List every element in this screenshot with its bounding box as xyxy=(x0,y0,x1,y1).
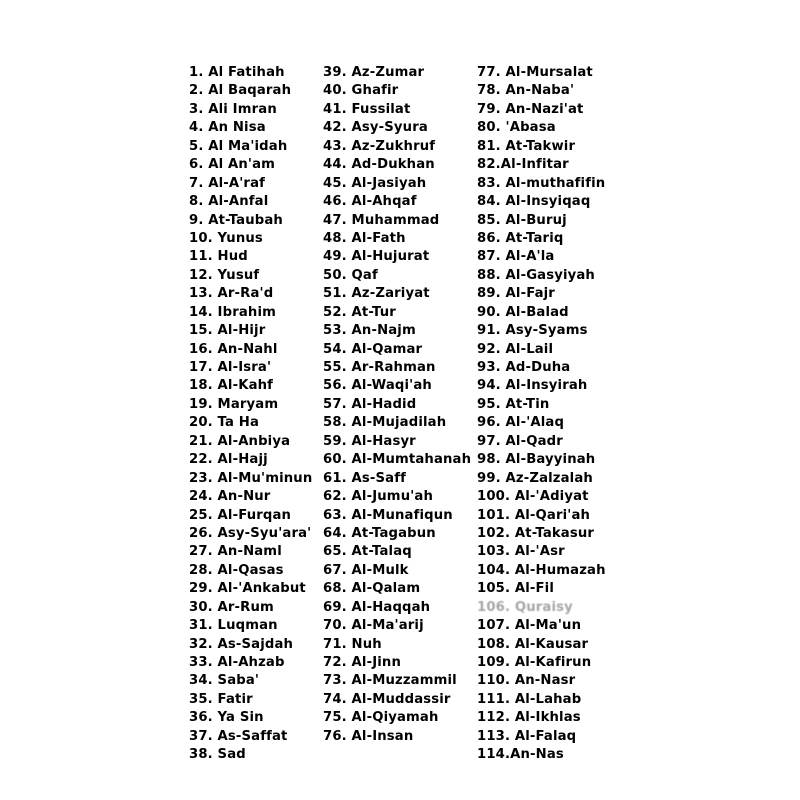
surah-name-label: 52. At-Tur xyxy=(323,304,396,320)
surah-name-label: 73. Al-Muzzammil xyxy=(323,673,457,689)
surah-list-item xyxy=(477,156,606,174)
surah-list-item xyxy=(323,709,471,727)
surah-list-item xyxy=(477,654,606,672)
surah-list-item xyxy=(189,488,312,506)
surah-list-item xyxy=(189,304,312,322)
surah-list-item xyxy=(323,728,471,746)
surah-list-item xyxy=(323,248,471,266)
surah-list-item xyxy=(189,175,312,193)
surah-name-label: 4. An Nisa xyxy=(189,120,266,136)
surah-name-label: 24. An-Nur xyxy=(189,489,271,505)
surah-name-label: 36. Ya Sin xyxy=(189,710,264,726)
surah-list-item xyxy=(323,396,471,414)
surah-name-label: 71. Nuh xyxy=(323,636,382,652)
surah-list-item xyxy=(477,580,606,598)
surah-name-label: 17. Al-Isra' xyxy=(189,360,272,375)
surah-list-item xyxy=(189,654,312,672)
surah-list-item xyxy=(477,396,606,414)
surah-name-label: 105. Al-Fil xyxy=(477,581,555,597)
surah-list-item xyxy=(189,433,312,451)
surah-name-label: 31. Luqman xyxy=(189,618,278,634)
surah-list-item xyxy=(477,285,606,303)
surah-list-item xyxy=(323,414,471,432)
surah-name-label: 13. Ar-Ra'd xyxy=(189,286,274,302)
surah-name-label: 46. Al-Ahqaf xyxy=(323,194,417,210)
surah-list-item xyxy=(477,119,606,137)
surah-name-label: 87. Al-A'la xyxy=(477,249,555,265)
surah-name-label: 84. Al-Insyiqaq xyxy=(477,194,591,210)
surah-list-item xyxy=(189,617,312,635)
surah-list-item xyxy=(477,230,606,248)
surah-list-item xyxy=(477,248,606,266)
surah-list-item xyxy=(189,267,312,285)
surah-list-item xyxy=(323,322,471,340)
surah-list-item xyxy=(189,230,312,248)
surah-list-item xyxy=(189,322,312,340)
surah-name-label: 67. Al-Mulk xyxy=(323,562,409,578)
surah-list-item xyxy=(189,543,312,561)
surah-name-label: 107. Al-Ma'un xyxy=(477,618,582,634)
surah-list-item xyxy=(323,101,471,119)
surah-name-label: 41. Fussilat xyxy=(323,101,411,117)
surah-name-label: 32. As-Sajdah xyxy=(189,636,294,652)
surah-list-item xyxy=(477,728,606,746)
surah-list-item xyxy=(189,525,312,543)
surah-name-label: 78. An-Naba' xyxy=(477,83,575,99)
surah-name-label: 8. Al-Anfal xyxy=(189,194,269,210)
surah-name-label: 30. Ar-Rum xyxy=(189,599,274,615)
surah-name-label: 23. Al-Mu'minun xyxy=(189,470,313,486)
surah-name-label: 9. At-Taubah xyxy=(189,212,283,228)
surah-name-label: 94. Al-Insyirah xyxy=(477,378,588,394)
surah-name-label: 100. Al-'Adiyat xyxy=(477,489,589,505)
surah-name-label: 108. Al-Kausar xyxy=(477,636,589,652)
surah-list-item xyxy=(323,672,471,690)
surah-list-item xyxy=(189,746,312,764)
surah-name-label: 62. Al-Jumu'ah xyxy=(323,489,434,505)
surah-name-label: 69. Al-Haqqah xyxy=(323,599,431,615)
surah-list-column-2 xyxy=(323,64,471,746)
surah-name-label: 43. Az-Zukhruf xyxy=(323,138,436,154)
surah-name-label: 106. Quraisy xyxy=(477,599,573,615)
surah-name-label: 6. Al An'am xyxy=(189,157,276,173)
surah-name-label: 88. Al-Gasyiyah xyxy=(477,267,595,283)
surah-name-label: 111. Al-Lahab xyxy=(477,691,582,707)
surah-list-item xyxy=(189,64,312,82)
surah-name-label: 90. Al-Balad xyxy=(477,304,569,320)
surah-list-item xyxy=(477,64,606,82)
surah-name-label: 99. Az-Zalzalah xyxy=(477,470,593,486)
surah-list-item xyxy=(477,138,606,156)
surah-list-item xyxy=(323,359,471,377)
surah-name-label: 80. 'Abasa xyxy=(477,120,556,136)
surah-name-label: 10. Yunus xyxy=(189,230,263,246)
surah-list-item xyxy=(323,451,471,469)
surah-list-item xyxy=(477,691,606,709)
surah-name-label: 42. Asy-Syura xyxy=(323,120,428,136)
surah-list-item xyxy=(323,285,471,303)
surah-list-item xyxy=(189,507,312,525)
surah-name-label: 86. At-Tariq xyxy=(477,230,564,246)
surah-list-item xyxy=(323,691,471,709)
surah-list-item xyxy=(477,599,606,617)
surah-list-item xyxy=(477,746,606,764)
surah-name-label: 59. Al-Hasyr xyxy=(323,433,416,449)
surah-list-item xyxy=(477,543,606,561)
surah-list-item xyxy=(323,82,471,100)
surah-name-label: 114.An-Nas xyxy=(477,747,564,763)
surah-list-item xyxy=(323,636,471,654)
surah-name-label: 74. Al-Muddassir xyxy=(323,691,451,707)
surah-list-item xyxy=(323,654,471,672)
surah-list-item xyxy=(477,414,606,432)
surah-name-label: 97. Al-Qadr xyxy=(477,433,563,449)
surah-name-label: 109. Al-Kafirun xyxy=(477,655,592,670)
surah-name-label: 70. Al-Ma'arij xyxy=(323,618,424,634)
surah-name-label: 93. Ad-Duha xyxy=(477,360,571,375)
surah-list-item xyxy=(477,82,606,100)
surah-name-label: 60. Al-Mumtahanah xyxy=(323,452,472,468)
surah-name-label: 2. Al Baqarah xyxy=(189,83,292,99)
surah-list-item xyxy=(189,377,312,395)
surah-list-item xyxy=(323,304,471,322)
surah-list-item xyxy=(189,599,312,617)
surah-name-label: 22. Al-Hajj xyxy=(189,452,268,468)
surah-name-label: 79. An-Nazi'at xyxy=(477,101,584,117)
surah-list-item xyxy=(477,433,606,451)
surah-list-item xyxy=(323,433,471,451)
surah-name-label: 1. Al Fatihah xyxy=(189,65,285,80)
surah-list-item xyxy=(477,636,606,654)
surah-list-item xyxy=(477,101,606,119)
surah-name-label: 64. At-Tagabun xyxy=(323,525,436,541)
surah-name-label: 96. Al-'Alaq xyxy=(477,415,565,431)
surah-name-label: 35. Fatir xyxy=(189,691,253,707)
surah-list-item xyxy=(189,728,312,746)
surah-list-item xyxy=(189,396,312,414)
surah-list-item xyxy=(189,212,312,230)
surah-name-label: 26. Asy-Syu'ara' xyxy=(189,525,312,541)
surah-list-item xyxy=(477,672,606,690)
surah-name-label: 104. Al-Humazah xyxy=(477,562,606,578)
surah-name-label: 40. Ghafir xyxy=(323,83,399,99)
surah-list-item xyxy=(477,304,606,322)
surah-list-item xyxy=(323,562,471,580)
surah-list-column-3 xyxy=(477,64,606,765)
surah-list-item xyxy=(323,507,471,525)
surah-name-label: 45. Al-Jasiyah xyxy=(323,175,427,191)
surah-list-item xyxy=(477,377,606,395)
surah-name-label: 63. Al-Munafiqun xyxy=(323,507,453,523)
surah-list-item xyxy=(189,691,312,709)
surah-name-label: 72. Al-Jinn xyxy=(323,655,402,670)
surah-name-label: 25. Al-Furqan xyxy=(189,507,292,523)
surah-name-label: 89. Al-Fajr xyxy=(477,286,555,302)
surah-name-label: 38. Sad xyxy=(189,747,246,763)
surah-list-item xyxy=(323,488,471,506)
surah-list-item xyxy=(189,101,312,119)
surah-list-item xyxy=(323,341,471,359)
surah-list-item xyxy=(323,470,471,488)
surah-name-label: 21. Al-Anbiya xyxy=(189,433,291,449)
surah-list-item xyxy=(323,377,471,395)
surah-name-label: 16. An-Nahl xyxy=(189,341,278,357)
surah-list-item xyxy=(477,359,606,377)
surah-name-label: 19. Maryam xyxy=(189,396,279,412)
surah-list-item xyxy=(189,285,312,303)
surah-name-label: 113. Al-Falaq xyxy=(477,728,577,744)
surah-name-label: 15. Al-Hijr xyxy=(189,323,266,339)
surah-list-item xyxy=(477,507,606,525)
surah-list-item xyxy=(477,525,606,543)
surah-name-label: 95. At-Tin xyxy=(477,396,550,412)
surah-list-item xyxy=(323,64,471,82)
surah-name-label: 48. Al-Fath xyxy=(323,230,406,246)
surah-list-item xyxy=(477,193,606,211)
surah-list-item xyxy=(477,267,606,285)
surah-list-item xyxy=(477,212,606,230)
surah-name-label: 98. Al-Bayyinah xyxy=(477,452,596,468)
surah-list-item xyxy=(189,341,312,359)
surah-name-label: 83. Al-muthafifin xyxy=(477,175,606,191)
surah-name-label: 11. Hud xyxy=(189,249,248,265)
surah-list-item xyxy=(477,709,606,727)
surah-name-label: 58. Al-Mujadilah xyxy=(323,415,447,431)
surah-list-item xyxy=(323,193,471,211)
surah-list-item xyxy=(323,599,471,617)
surah-name-label: 85. Al-Buruj xyxy=(477,212,567,228)
surah-name-label: 54. Al-Qamar xyxy=(323,341,423,357)
surah-name-label: 50. Qaf xyxy=(323,267,378,283)
surah-list-item xyxy=(189,193,312,211)
surah-list-item xyxy=(189,414,312,432)
surah-list-item xyxy=(323,580,471,598)
surah-name-label: 34. Saba' xyxy=(189,673,260,689)
surah-name-label: 68. Al-Qalam xyxy=(323,581,421,597)
surah-name-label: 56. Al-Waqi'ah xyxy=(323,378,432,394)
surah-list-item xyxy=(189,359,312,377)
surah-name-label: 65. At-Talaq xyxy=(323,544,412,560)
surah-name-label: 81. At-Takwir xyxy=(477,138,576,154)
surah-list-item xyxy=(189,119,312,137)
surah-name-label: 18. Al-Kahf xyxy=(189,378,274,394)
surah-name-label: 29. Al-'Ankabut xyxy=(189,581,306,597)
surah-name-label: 44. Ad-Dukhan xyxy=(323,157,435,173)
surah-name-label: 7. Al-A'raf xyxy=(189,175,266,191)
surah-list-item xyxy=(189,672,312,690)
surah-name-label: 103. Al-'Asr xyxy=(477,544,565,560)
surah-list-item xyxy=(477,617,606,635)
surah-list-item xyxy=(477,451,606,469)
surah-name-label: 49. Al-Hujurat xyxy=(323,249,430,265)
surah-name-label: 75. Al-Qiyamah xyxy=(323,710,439,726)
surah-list-item xyxy=(323,138,471,156)
surah-name-label: 37. As-Saffat xyxy=(189,728,288,744)
surah-list-item xyxy=(189,562,312,580)
surah-list-item xyxy=(189,248,312,266)
surah-name-label: 14. Ibrahim xyxy=(189,304,277,320)
surah-list-item xyxy=(189,156,312,174)
surah-name-label: 101. Al-Qari'ah xyxy=(477,507,591,523)
surah-name-label: 33. Al-Ahzab xyxy=(189,655,285,670)
surah-name-label: 57. Al-Hadid xyxy=(323,396,417,412)
surah-list-item xyxy=(323,525,471,543)
surah-name-label: 47. Muhammad xyxy=(323,212,440,228)
surah-name-label: 92. Al-Lail xyxy=(477,341,554,357)
surah-name-label: 20. Ta Ha xyxy=(189,415,260,431)
surah-list-item xyxy=(323,617,471,635)
surah-name-label: 28. Al-Qasas xyxy=(189,562,284,578)
surah-list-item xyxy=(477,322,606,340)
surah-name-label: 77. Al-Mursalat xyxy=(477,65,593,80)
surah-list-item xyxy=(189,709,312,727)
surah-name-label: 55. Ar-Rahman xyxy=(323,360,436,375)
surah-list-item xyxy=(477,470,606,488)
surah-list-item xyxy=(323,156,471,174)
surah-list-item xyxy=(189,451,312,469)
surah-name-label: 61. As-Saff xyxy=(323,470,407,486)
surah-list-item xyxy=(477,175,606,193)
surah-name-label: 27. An-Naml xyxy=(189,544,282,560)
surah-name-label: 110. An-Nasr xyxy=(477,673,576,689)
surah-name-label: 51. Az-Zariyat xyxy=(323,286,430,302)
surah-list-item xyxy=(323,175,471,193)
surah-name-label: 39. Az-Zumar xyxy=(323,65,425,80)
surah-list-item xyxy=(189,138,312,156)
surah-list-item xyxy=(189,580,312,598)
surah-name-label: 76. Al-Insan xyxy=(323,728,414,744)
surah-list-item xyxy=(323,212,471,230)
surah-name-label: 112. Al-Ikhlas xyxy=(477,710,581,726)
surah-name-label: 12. Yusuf xyxy=(189,267,260,283)
surah-name-label: 53. An-Najm xyxy=(323,323,416,339)
surah-list-item xyxy=(323,230,471,248)
surah-name-label: 3. Ali Imran xyxy=(189,101,277,117)
surah-name-label: 5. Al Ma'idah xyxy=(189,138,288,154)
surah-list-column-1 xyxy=(189,64,312,765)
surah-list-item xyxy=(189,636,312,654)
surah-list-item xyxy=(189,82,312,100)
surah-list-item xyxy=(323,119,471,137)
surah-name-label: 82.Al-Infitar xyxy=(477,157,569,173)
surah-list-item xyxy=(323,267,471,285)
surah-list-item xyxy=(477,488,606,506)
surah-name-label: 91. Asy-Syams xyxy=(477,323,588,339)
surah-list-item xyxy=(477,562,606,580)
surah-name-label: 102. At-Takasur xyxy=(477,525,595,541)
surah-list-item xyxy=(189,470,312,488)
surah-list-item xyxy=(323,543,471,561)
surah-list-item xyxy=(477,341,606,359)
